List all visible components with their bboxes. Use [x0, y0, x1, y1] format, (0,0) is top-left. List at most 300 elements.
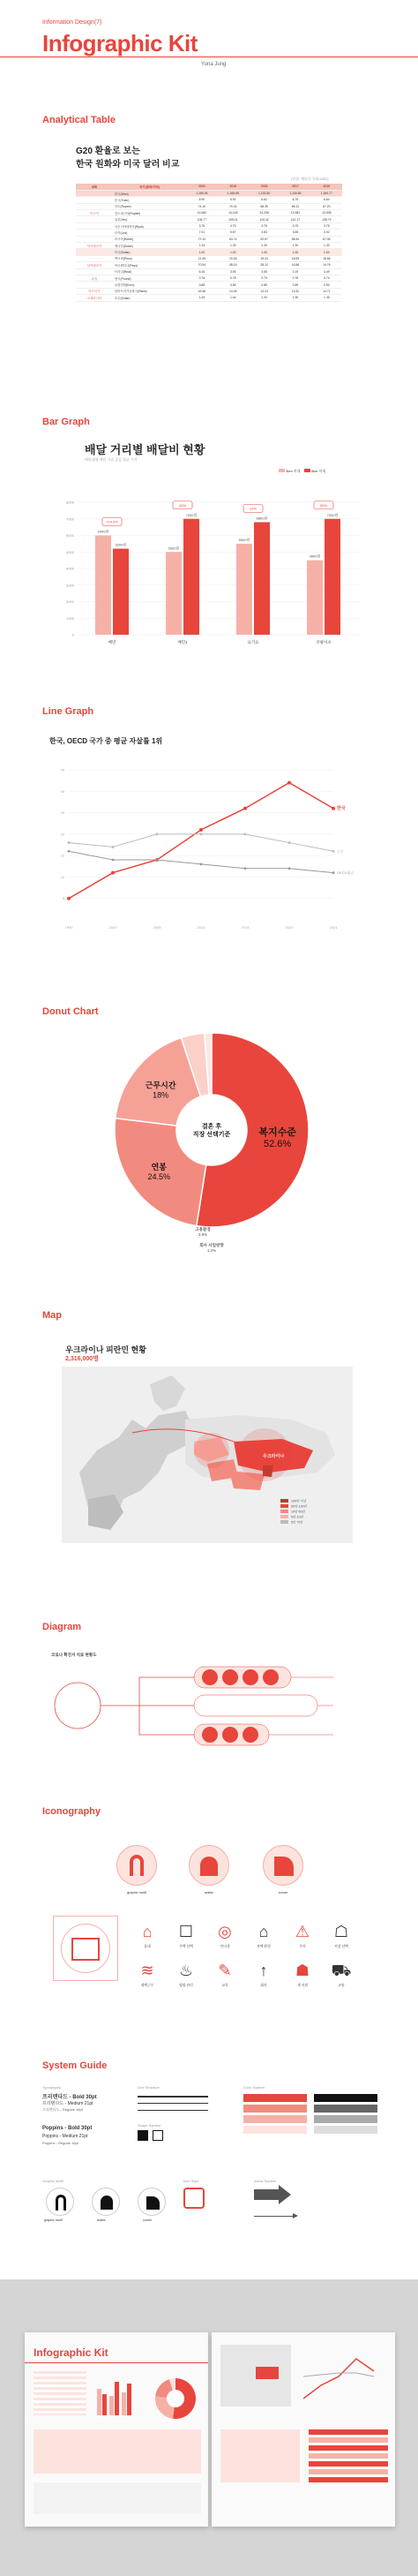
section-title-diagram: Diagram: [42, 1622, 82, 1632]
line-point: [68, 841, 71, 844]
typo-line: 프리텐다드 - Regular 16pt: [42, 2107, 83, 2112]
table-cell: 1,160.77: [311, 190, 342, 196]
line-sample: [138, 2110, 208, 2111]
line-point: [332, 807, 335, 810]
table-cell: 16.46: [186, 288, 217, 294]
table-cell: 3.49: [311, 268, 342, 275]
table-cell: 3.75: [218, 222, 249, 229]
pictogram-icon: ✎: [218, 1962, 232, 1979]
table-cell: 14,582: [186, 210, 217, 216]
bar-mark: [325, 519, 340, 635]
donut-center-line1: 결혼 후: [201, 1124, 222, 1130]
table-cell: 3.75: [311, 222, 342, 229]
mockup-block: [34, 2429, 201, 2474]
pictogram-label: 회복: [260, 1984, 267, 1987]
bar-y-tick: 3000: [66, 583, 74, 588]
table-cell: 67.20: [311, 203, 342, 209]
typo-label: Typography: [42, 2085, 61, 2090]
pictogram-icon: ≋: [140, 1962, 154, 1979]
table-row: [76, 203, 342, 209]
shape-square: [138, 2130, 148, 2141]
map-legend-item: 10만-50만: [280, 1510, 307, 1515]
map-legend-item: 5만-10만: [280, 1515, 307, 1520]
map-legend-item: 5만 미만: [280, 1520, 307, 1525]
table-note: (단위: 해당국 통화/USD): [291, 177, 329, 181]
line-series: [69, 834, 333, 851]
table-cell: 러시아(Ruble): [113, 236, 186, 242]
table-cell: 아시아: [76, 210, 113, 216]
table-cell: 4.83: [249, 230, 280, 236]
line-point: [68, 850, 71, 853]
fx-table-wrap: [76, 184, 342, 302]
section-title-map: Map: [42, 1310, 62, 1321]
diagram-node: [202, 1727, 218, 1743]
table-row: [76, 249, 342, 255]
table-cell: 72.10: [186, 236, 217, 242]
table-cell: 3.65: [280, 230, 310, 236]
pictogram-label: 직장 선택: [334, 1945, 348, 1948]
table-cell: 0.89: [280, 282, 310, 288]
color-swatch: [243, 2094, 307, 2102]
bar-value-label: 7000원: [185, 512, 198, 517]
table-cell: 70.42: [218, 203, 249, 209]
section-title-donut: Donut Chart: [42, 1006, 99, 1017]
arabic-icon: [189, 1845, 229, 1886]
table-cell: 인도네시아(Rupiah): [113, 210, 186, 216]
header-rule: [0, 56, 418, 57]
table-cell: [76, 190, 113, 196]
bar-mark: [307, 561, 323, 635]
line-x-tick: 2020: [285, 925, 294, 930]
table-row: [76, 210, 342, 216]
table-cell: 3.65: [249, 268, 280, 275]
table-cell: 영국(Pound): [113, 275, 186, 281]
section-title-line: Line Graph: [42, 706, 94, 717]
icon-big-label: graphic motif: [127, 1891, 146, 1894]
graphic-motif-icon: [116, 1845, 157, 1886]
legend-label-a: 3km 이내: [286, 469, 301, 473]
table-cell: 7.01: [186, 230, 217, 236]
shape-outline: [153, 2130, 163, 2141]
map-legend-item: 100만 이상: [280, 1499, 307, 1504]
table-cell: 1.30: [280, 295, 310, 301]
bar-callout-label: 40%: [178, 502, 187, 508]
table-cell: 일본(Yen): [113, 216, 186, 222]
table-row: [76, 236, 342, 242]
motif-name: graphic motif: [44, 2218, 63, 2222]
mockup-title: Infographic Kit: [34, 2346, 108, 2359]
table-cell: 13.23: [249, 288, 280, 294]
table-cell: 14,236: [249, 210, 280, 216]
table-cell: 16.56: [280, 262, 310, 268]
diagram-title: 코로나 확진자 치료 현황도: [51, 1653, 97, 1657]
icon-big-label: arabic: [204, 1891, 214, 1894]
donut-percent: 24.5%: [147, 1172, 171, 1182]
color-label: Color System: [243, 2085, 265, 2090]
table-cell: 1.30: [249, 243, 280, 249]
bar-chart: [42, 437, 377, 667]
table-cell: 1.45: [186, 295, 217, 301]
bar-subtitle: 배달대행 배달 거리 증감 평균 가격: [85, 457, 138, 462]
table-header-cell: 2019: [218, 184, 249, 190]
header-kicker: Information Design(7): [42, 19, 102, 26]
color-swatch: [314, 2115, 377, 2123]
line-title: 한국, OECD 국가 중 평균 자살률 1위: [49, 737, 163, 745]
motif-sample-3: [138, 2188, 166, 2216]
legend-swatch-b: [304, 469, 310, 472]
table-cell: 1,180.05: [186, 190, 217, 196]
donut-percent: 52.6%: [263, 1138, 292, 1149]
map-title: 우크라이나 피란민 현황: [65, 1345, 146, 1354]
pictogram-icon: ☖: [333, 1923, 349, 1940]
pictogram-label: 교통: [338, 1984, 345, 1987]
table-cell: 터키(Lira): [113, 230, 186, 236]
diagram-node: [202, 1669, 218, 1685]
table-cell: 한국(Won): [113, 190, 186, 196]
map-bubble-poland: [194, 1433, 229, 1468]
table-cell: 0.75: [249, 275, 280, 281]
line-x-tick: 1990: [64, 925, 73, 930]
table-cell: 6.64: [311, 197, 342, 203]
legend-label-b: 4km 이내: [310, 469, 326, 473]
color-swatch: [314, 2105, 377, 2113]
table-cell: 인도(Rupee): [113, 203, 186, 209]
table-cell: 유럽연합(Euro): [113, 282, 186, 288]
table-cell: 70.54: [186, 262, 217, 268]
pictogram-icon: ♨: [178, 1962, 194, 1979]
table-row: [76, 262, 342, 268]
typo-line: 프리텐다드 - Medium 21pt: [42, 2101, 93, 2106]
pictogram-label: 휴대: [144, 1945, 151, 1948]
donut-percent: 3.9%: [198, 1232, 208, 1237]
table-cell: 1.00: [218, 249, 249, 255]
table-cell: 0.78: [218, 275, 249, 281]
icon-grid: [132, 1920, 388, 2000]
color-swatch: [314, 2126, 377, 2134]
mockup-rule: [25, 2362, 208, 2363]
motif-name: corner: [143, 2218, 153, 2222]
bar-y-tick: 0: [71, 632, 74, 637]
mockup-bars: [95, 2376, 139, 2415]
table-cell: 13.32: [280, 288, 310, 294]
header-author: Yuna Jung: [201, 62, 227, 67]
pictogram-label: 영양 관리: [179, 1984, 193, 1987]
color-swatch: [243, 2115, 307, 2123]
line-x-tick: 2021: [329, 925, 338, 930]
map-subtitle: 2,316,000명: [65, 1356, 99, 1362]
header-title: Infographic Kit: [42, 30, 198, 56]
table-row: [76, 190, 342, 196]
line-y-tick: 30: [60, 788, 64, 794]
system-guide: [42, 2075, 386, 2269]
table-cell: [76, 197, 113, 203]
pictogram-icon: ◎: [218, 1923, 232, 1940]
line-sample: [138, 2103, 208, 2104]
table-cell: 5.16: [186, 268, 217, 275]
table-cell: 0.74: [311, 275, 342, 281]
table-cell: 1.00: [311, 249, 342, 255]
bar-mark: [113, 549, 129, 636]
section-title-table: Analytical Table: [42, 115, 116, 125]
graphic-motif-label: Graphic Motif: [42, 2179, 63, 2183]
table-cell: 중국(Yuan): [113, 197, 186, 203]
section-title-system: System Guide: [42, 2060, 108, 2071]
table-cell: [76, 203, 113, 209]
bar-callout-label: 55%: [319, 502, 328, 508]
table-cell: 3.95: [218, 268, 249, 275]
line-point: [112, 859, 115, 862]
line-y-tick: 20: [60, 832, 64, 837]
bar-mark: [183, 519, 199, 635]
table-cell: [76, 230, 113, 236]
table-cell: 108.79: [311, 216, 342, 222]
table-cell: [76, 268, 113, 275]
bar-category-label: 배민1: [177, 640, 188, 644]
table-cell: 112.17: [280, 216, 310, 222]
table-cell: 1,165.65: [218, 190, 249, 196]
line-point: [200, 862, 203, 865]
color-swatch: [243, 2126, 307, 2134]
table-cell: 3.02: [311, 230, 342, 236]
line-series: [69, 783, 333, 899]
line-point: [243, 807, 247, 810]
bar-value-label: 5000원: [168, 546, 180, 551]
table-cell: 3.75: [186, 222, 217, 229]
table-cell: 1.44: [218, 295, 249, 301]
table-row: [76, 216, 342, 222]
line-y-tick: 10: [60, 874, 64, 879]
bar-plot: [42, 476, 377, 661]
line-point: [111, 871, 115, 875]
table-header-cell: 대륙: [76, 184, 113, 190]
bar-value-label: 4500원: [309, 554, 321, 559]
table-cell: 110.42: [249, 216, 280, 222]
typo-line: Poppins - Regular 16pt: [42, 2141, 78, 2145]
line-y-tick: 35: [60, 767, 64, 772]
line-y-tick: 5: [62, 896, 64, 901]
line-point: [332, 850, 335, 853]
line-y-tick: 15: [60, 853, 64, 858]
arrow-line-head-icon: [293, 2213, 298, 2218]
line-series: [69, 851, 333, 872]
line-point: [112, 846, 115, 848]
table-header-cell: 2020: [186, 184, 217, 190]
table-cell: 남아메리카: [76, 262, 113, 268]
table-cell: 1.34: [186, 243, 217, 249]
table-cell: 1.33: [311, 243, 342, 249]
table-row: [76, 197, 342, 203]
donut-percent: 18%: [153, 1090, 169, 1100]
table-header-cell: 2018: [249, 184, 280, 190]
line-plot: [42, 752, 377, 955]
icon-style-label: Icon Style: [183, 2179, 199, 2183]
table-cell: 아르헨티나(Peso): [113, 262, 186, 268]
bar-y-tick: 8000: [66, 500, 74, 505]
mockup-swatches: [309, 2429, 388, 2482]
diagram-branch-lower: [139, 1706, 197, 1735]
line-series-label: OECD평균: [337, 870, 355, 876]
icon-big-label: corner: [278, 1891, 288, 1894]
pictogram-icon: ⌂: [142, 1923, 153, 1940]
table-cell: 유럽: [76, 275, 113, 281]
table-cell: 18.93: [280, 255, 310, 261]
table-header-cell: 2017: [280, 184, 310, 190]
arrow-head-icon: [279, 2185, 291, 2204]
line-point: [244, 867, 247, 870]
table-cell: 0.88: [186, 282, 217, 288]
table-cell: 18.66: [311, 255, 342, 261]
bar-mark: [166, 552, 182, 635]
table-cell: 65.12: [280, 203, 310, 209]
table-row: [76, 288, 342, 294]
table-cell: 6.76: [280, 197, 310, 203]
table-cell: 미국(Dollar): [113, 249, 186, 255]
header: [0, 0, 418, 79]
table-row: [76, 255, 342, 261]
section-title-icon: Iconography: [42, 1806, 101, 1817]
map-legend: [280, 1499, 307, 1525]
icon-construction-grid: [53, 1916, 118, 1981]
diagram-branch-upper: [101, 1677, 197, 1706]
table-row: [76, 268, 342, 275]
table-cell: 62.67: [249, 236, 280, 242]
table-cell: 3.19: [280, 268, 310, 275]
line-point: [288, 867, 291, 870]
table-cell: 21.49: [186, 255, 217, 261]
bar-value-label: 7000원: [326, 512, 339, 517]
line-series-label: 한국: [337, 806, 346, 812]
donut-percent: 1.2%: [206, 1248, 217, 1253]
icon-style-sample: [183, 2188, 205, 2209]
table-cell: 58.34: [280, 236, 310, 242]
bar-title: 배달 거리별 배달비 현황: [85, 443, 205, 456]
line-x-tick: 2015: [241, 925, 250, 930]
pictogram-label: 교육: [221, 1984, 228, 1987]
line-point: [156, 832, 159, 835]
pictogram-label: 주의: [299, 1945, 306, 1948]
map-landmass-scandinavia: [150, 1375, 185, 1411]
table-cell: 1.30: [280, 243, 310, 249]
diagram-node: [263, 1669, 279, 1685]
bar-value-label: 5200원: [115, 542, 127, 547]
bar-mark: [254, 523, 270, 636]
table-cell: 캐나다(Dollar): [113, 243, 186, 249]
table-cell: 106.77: [186, 216, 217, 222]
line-point: [67, 897, 71, 900]
bar-category-label: 배민: [108, 640, 116, 644]
diagram-node: [222, 1727, 238, 1743]
typo-line: Poppins - Bold 30pt: [42, 2126, 93, 2131]
bar-category-label: 쿠팡이츠: [316, 640, 332, 644]
section-title-bar: Bar Graph: [42, 417, 90, 427]
table-cell: 1.35: [311, 295, 342, 301]
line-series-label: 일본: [337, 848, 344, 854]
table-cell: [76, 236, 113, 242]
mockup-block: [220, 2429, 300, 2482]
table-cell: 1.00: [280, 249, 310, 255]
table-cell: 6.90: [186, 197, 217, 203]
diagram-pill-middle: [194, 1695, 317, 1716]
bar-y-tick: 7000: [66, 516, 74, 522]
bar-y-tick: 5000: [66, 549, 74, 554]
line-y-tick: 25: [60, 810, 64, 816]
table-cell: 1.00: [249, 249, 280, 255]
color-swatch: [243, 2105, 307, 2113]
line-x-tick: 2010: [197, 925, 205, 930]
donut-label: 고용환경: [195, 1227, 211, 1232]
table-cell: 6.62: [249, 197, 280, 203]
bar-y-tick: 2000: [66, 599, 74, 604]
motif-sample-2: [92, 2188, 120, 2216]
table-cell: 아프리카: [76, 288, 113, 294]
table-header-cell: 국가(통화/미국): [113, 184, 186, 190]
table-cell: 0.85: [249, 282, 280, 288]
diagram-node: [222, 1669, 238, 1685]
mockup-page-left: [25, 2332, 208, 2527]
pictogram-label: 주택 선택: [179, 1945, 193, 1948]
line-x-tick: 2000: [108, 925, 117, 930]
bar-y-tick: 6000: [66, 533, 74, 538]
diagram: [42, 1660, 377, 1766]
pictogram-label: 인터넷: [220, 1945, 230, 1948]
table-cell: 3.75: [249, 222, 280, 229]
table-header-row: [76, 184, 342, 190]
pictogram-icon: ☗: [295, 1962, 310, 1979]
table-cell: [76, 249, 113, 255]
table-header-cell: 2016: [311, 184, 342, 190]
table-cell: 14.71: [311, 288, 342, 294]
table-cell: 멕시코(Peso): [113, 255, 186, 261]
table-cell: 남아프리카공화국(Rand): [113, 288, 186, 294]
map-country-label-ukraine: 우크라이나: [263, 1454, 285, 1459]
line-x-tick: 2005: [153, 925, 161, 930]
icon-big-row: [0, 1836, 418, 1907]
table-cell: 13,381: [280, 210, 310, 216]
table-cell: 1.34: [249, 295, 280, 301]
bar-value-label: 6000원: [97, 529, 109, 534]
table-cell: 14,148: [218, 210, 249, 216]
line-sample: [138, 2096, 208, 2098]
line-point: [287, 781, 291, 785]
typo-line: 프리텐다드 - Bold 30pt: [42, 2095, 97, 2100]
table-cell: 14.45: [218, 288, 249, 294]
table-body: [76, 190, 342, 301]
table-cell: 0.78: [186, 275, 217, 281]
bar-category-label: 요기요: [247, 640, 259, 644]
mockup-donut: [155, 2378, 196, 2419]
mockup-area: [0, 2279, 418, 2576]
pictogram-icon: ⛟: [331, 1962, 352, 1979]
motif-sample-1: [46, 2188, 74, 2216]
donut-plot: [88, 1015, 335, 1254]
typo-line: Poppins - Medium 21pt: [42, 2134, 88, 2139]
bar-legend: [279, 469, 325, 474]
table-cell: 브라질(Real): [113, 268, 186, 275]
table-row: [76, 230, 342, 236]
bar-y-tick: 4000: [66, 566, 74, 571]
line-point: [200, 832, 203, 835]
table-cell: 북아메리카: [76, 243, 113, 249]
table-cell: 호주(Dollar): [113, 295, 186, 301]
table-row: [76, 222, 342, 229]
table-title-line2: 한국 원화와 미국 달러 비교: [76, 160, 180, 169]
table-row: [76, 243, 342, 249]
bar-value-label: 5500원: [238, 537, 250, 542]
table-cell: 6.91: [218, 197, 249, 203]
table-cell: 67.06: [311, 236, 342, 242]
table-cell: 0.78: [280, 275, 310, 281]
table-row: [76, 275, 342, 281]
